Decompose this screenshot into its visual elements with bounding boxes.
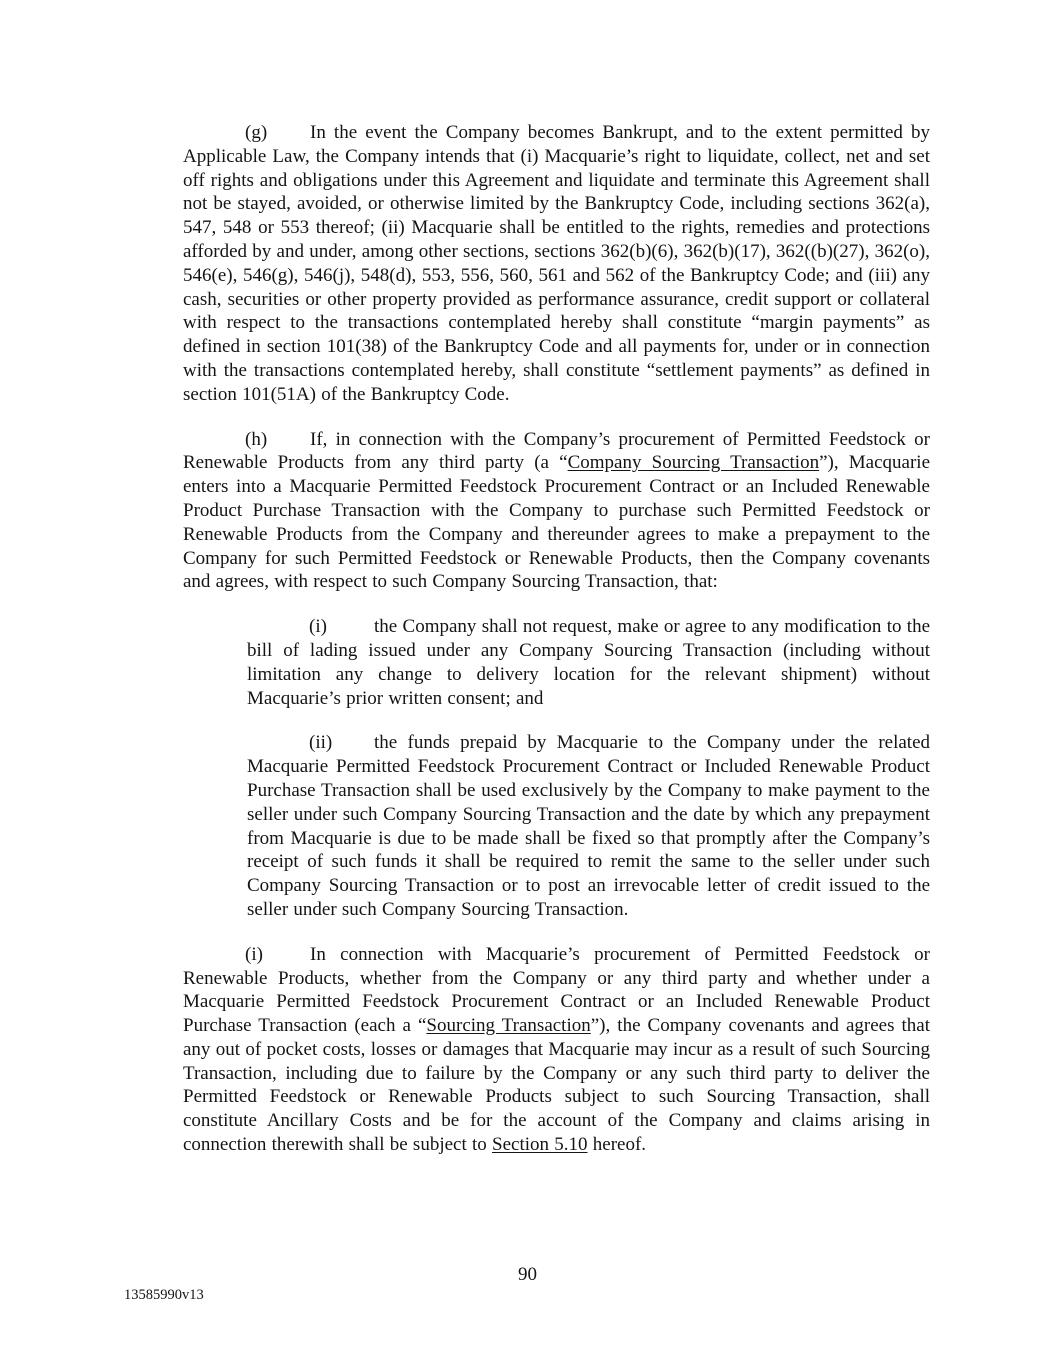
paragraph-i xyxy=(183,943,930,1157)
paragraph-h xyxy=(183,428,930,595)
doc-id-footer: 13585990v13 xyxy=(124,1287,204,1303)
paragraph-g-label: (g) xyxy=(245,122,268,143)
page-body xyxy=(183,121,930,1157)
paragraph-i-text: In connection with Macquarie’s procurement of Permitted Feedstock or Renewable Products, whether from the Company or any third party and whether under a Macquarie Permitted Feedstock Procurement Contract or an Included Renewable Product Purchase Transaction (each a “Sourcing Transaction”), the Company covenants and agrees that any out of pocket costs, losses or damages that Macquarie may incur as a result of such Sourcing Transaction, including due to failure by the Company or any such third party to deliver the Permitted Feedstock or Renewable Products subject to such Sourcing Transaction, shall constitute Ancillary Costs and be for the account of the Company and claims arising in connection therewith shall be subject to Section 5.10 hereof. xyxy=(183,943,931,1156)
subparagraph-h-ii-text: the funds prepaid by Macquarie to the Company under the related Macquarie Permitted Feedstock Procurement Contract or Included Renewable Product Purchase Transaction shall be used exclusively by the Company to make payment to the seller under such Company Sourcing Transaction and the date by which any prepayment from Macquarie is due to be made shall be fixed so that promptly after the Company’s receipt of such funds it shall be required to remit the same to the seller under such Company Sourcing Transaction or to post an irrevocable letter of credit issued to the seller under such Company Sourcing Transaction. xyxy=(247,732,930,920)
paragraph-g xyxy=(183,121,930,407)
subparagraph-h-i-text: the Company shall not request, make or agree to any modification to the bill of lading issued under any Company Sourcing Transaction (including without limitation any change to delivery location for the relevant shipment) without Macquarie’s prior written consent; and xyxy=(247,616,930,709)
subparagraph-h-i-label: (i) xyxy=(309,616,327,638)
paragraph-h-text: If, in connection with the Company’s procurement of Permitted Feedstock or Renewable Products from any third party (a “Company Sourcing Transaction”), Macquarie enters into a Macquarie Permitted Feedstock Procurement Contract or an Included Renewable Product Purchase Transaction with the Company to purchase such Permitted Feedstock or Renewable Products from the Company and thereunder agrees to make a prepayment to the Company for such Permitted Feedstock or Renewable Products, then the Company covenants and agrees, with respect to such Company Sourcing Transaction, that: xyxy=(183,428,931,593)
subparagraph-h-i xyxy=(247,615,930,710)
paragraph-h-label: (h) xyxy=(245,428,268,450)
paragraph-i-label: (i) xyxy=(245,943,263,965)
page-number: 90 xyxy=(518,1264,537,1285)
paragraph-g-text: In the event the Company becomes Bankrupt, and to the extent permitted by Applicable Law, the Company intends that (i) Macquarie’s right to liquidate, collect, net and set off rights and obligations under this Agreement and liquidate and terminate this Agreement shall not be stayed, avoided, or otherwise limited by the Bankruptcy Code, including sections 362(a), 547, 548 or 553 thereof; (ii) Macquarie shall be entitled to the rights, remedies and protections afforded by and under, among other sections, sections 362(b)(6), 362(b)(17), 362((b)(27), 362(o), 546(e), 546(g), 546(j), 548(d), 553, 556, 560, 561 and 562 of the Bankruptcy Code; and (iii) any cash, securities or other property provided as performance assurance, credit support or collateral with respect to the transactions contemplated hereby shall constitute “margin payments” as defined in section 101(38) of the Bankruptcy Code and all payments for, under or in connection with the transactions contemplated hereby, shall constitute “settlement payments” as defined in section 101(51A) of the Bankruptcy Code. xyxy=(183,122,930,405)
subparagraph-h-ii-label: (ii) xyxy=(309,732,333,754)
subparagraph-h-ii xyxy=(247,731,930,921)
